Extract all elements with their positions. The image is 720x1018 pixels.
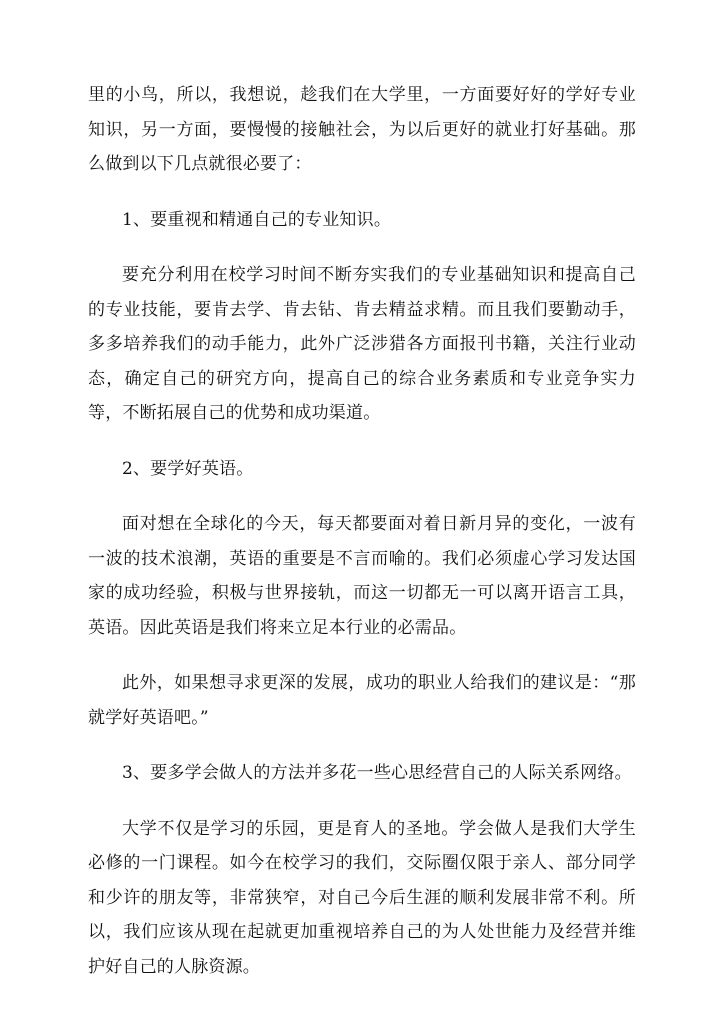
section-1-paragraph: 要充分利用在校学习时间不断夯实我们的专业基础知识和提高自己的专业技能，要肯去学、肯去钻、肯去精益求精。而且我们要勤动手，多多培养我们的动手能力，此外广泛涉猎各方面报刊书籍，关注行业动态，确定自己的研究方向，提高自己的综合业务素质和专业竞争实力等，不断拓展自己的优势和成功渠道。 [88, 265, 636, 423]
section-3-paragraph: 大学不仅是学习的乐园，更是育人的圣地。学会做人是我们大学生必修的一门课程。如今在校学习的我们，交际圈仅限于亲人、部分同学和少许的朋友等，非常狭窄，对自己今后生涯的顺利发展非常不利。所以，我们应该从现在起就更加重视培养自己的为人处世能力及经营并维护好自己的人脉资源。 [88, 818, 636, 977]
section-2-heading: 2、要学好英语。 [122, 458, 254, 479]
document-body [88, 78, 636, 984]
section-2-paragraph: 面对想在全球化的今天，每天都要面对着日新月异的变化，一波有一波的技术浪潮，英语的重要是不言而喻的。我们必须虚心学习发达国家的成功经验，积极与世界接轨，而这一切都无一可以离开语言工具，英语。因此英语是我们将来立足本行业的必需品。 [88, 514, 636, 638]
section-3-heading: 3、要多学会做人的方法并多花一些心思经营自己的人际关系网络。 [122, 763, 632, 783]
intro-paragraph: 里的小鸟，所以，我想说，趁我们在大学里，一方面要好好的学好专业知识，另一方面，要慢慢的接触社会，为以后更好的就业打好基础。那么做到以下几点就很必要了： [88, 85, 636, 174]
section-2-extra-paragraph: 此外，如果想寻求更深的发展，成功的职业人给我们的建议是：“那就学好英语吧。” [88, 673, 636, 728]
section-1-heading: 1、要重视和精通自己的专业知识。 [122, 209, 392, 230]
